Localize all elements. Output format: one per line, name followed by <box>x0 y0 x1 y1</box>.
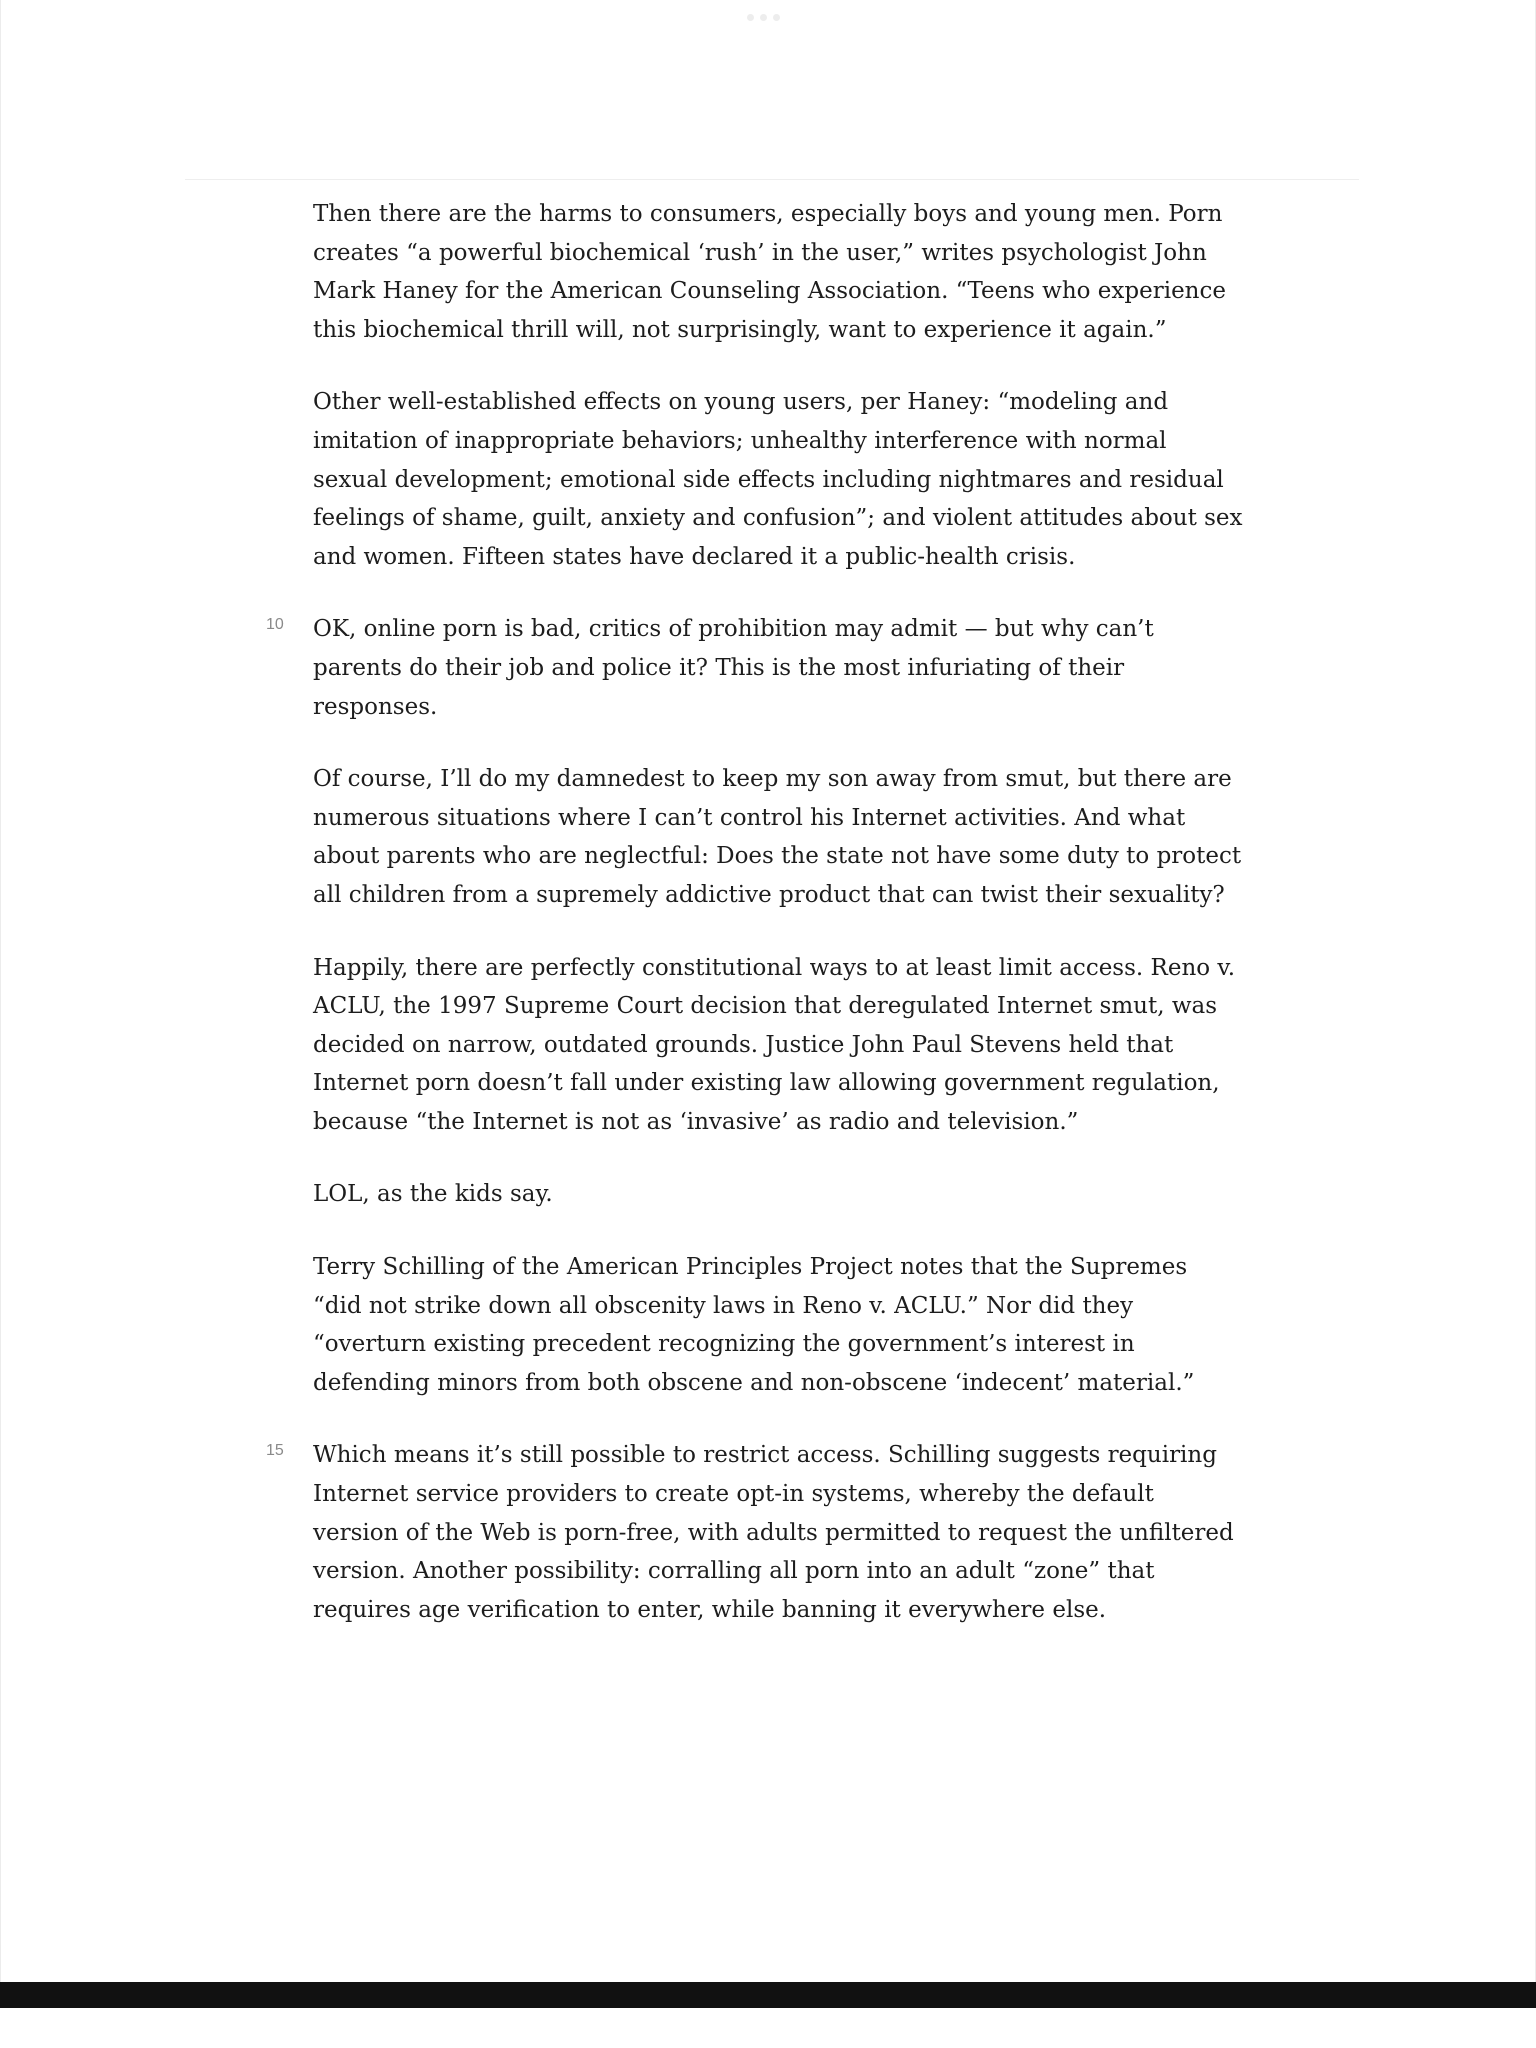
paragraph-text: Happily, there are perfectly constitutional ways to at least limit access. Reno v. ACLU, the 1997 Supreme Court decision that deregulated Internet smut, was decided on narrow, outdated grounds. Justice John Paul Stevens held that Internet porn doesn’t fall under existing law allowing government regulation, because “the Internet is not as ‘invasive’ as radio and television.” <box>313 954 1236 1135</box>
paragraph-text: Then there are the harms to consumers, especially boys and young men. Porn creates “a powerful biochemical ‘rush’ in the user,” writes psychologist John Mark Haney for the American Counseling Association. “Teens who experience this biochemical thrill will, not surprisingly, want to experience it again.” <box>313 201 1226 343</box>
header-divider <box>185 179 1359 180</box>
paragraph-6 <box>313 1175 1243 1214</box>
paragraph-text: Other well-established effects on young users, per Haney: “modeling and imitation of inappropriate behaviors; unhealthy interference with normal sexual development; emotional side effects including nightmares and residual feelings of shame, guilt, anxiety and confusion”; and violent attitudes about sex and women. Fifteen states have declared it a public-health crisis. <box>313 389 1243 570</box>
dot <box>760 14 767 21</box>
dot <box>773 14 780 21</box>
paragraph-4 <box>313 760 1243 914</box>
paragraph-text: Of course, I’ll do my damnedest to keep my son away from smut, but there are numerous situations where I can’t control his Internet activities. And what about parents who are neglectful: Does the state not have some duty to protect all children from a supremely addictive product that can twist their sexuality? <box>313 766 1242 908</box>
bottom-bar <box>0 1982 1536 2008</box>
paragraph-3 <box>266 610 1243 726</box>
bottom-strip <box>0 2008 1536 2048</box>
paragraph-text: Terry Schilling of the American Principles Project notes that the Supremes “did not strike down all obscenity laws in Reno v. ACLU.” Nor did they “overturn existing precedent recognizing the government’s interest in defending minors from both obscene and non-obscene ‘indecent’ material.” <box>313 1254 1195 1396</box>
paragraph-8 <box>266 1436 1243 1629</box>
paragraph-1 <box>313 195 1243 349</box>
line-number: 15 <box>266 1442 284 1460</box>
line-number: 10 <box>266 616 284 634</box>
more-horizontal-icon[interactable] <box>747 14 780 21</box>
paragraph-5 <box>313 949 1243 1142</box>
article-body <box>266 195 1243 1663</box>
dot <box>747 14 754 21</box>
paragraph-text: LOL, as the kids say. <box>313 1181 553 1208</box>
paragraph-2 <box>313 383 1243 576</box>
paragraph-text: Which means it’s still possible to restrict access. Schilling suggests requiring Internet service providers to create opt-in systems, whereby the default version of the Web is porn-free, with adults permitted to request the unfiltered version. Another possibility: corralling all porn into an adult “zone” that requires age verification to enter, while banning it everywhere else. <box>313 1442 1234 1623</box>
paragraph-text: OK, online porn is bad, critics of prohibition may admit — but why can’t parents do their job and police it? This is the most infuriating of their responses. <box>313 616 1154 720</box>
paragraph-7 <box>313 1248 1243 1402</box>
